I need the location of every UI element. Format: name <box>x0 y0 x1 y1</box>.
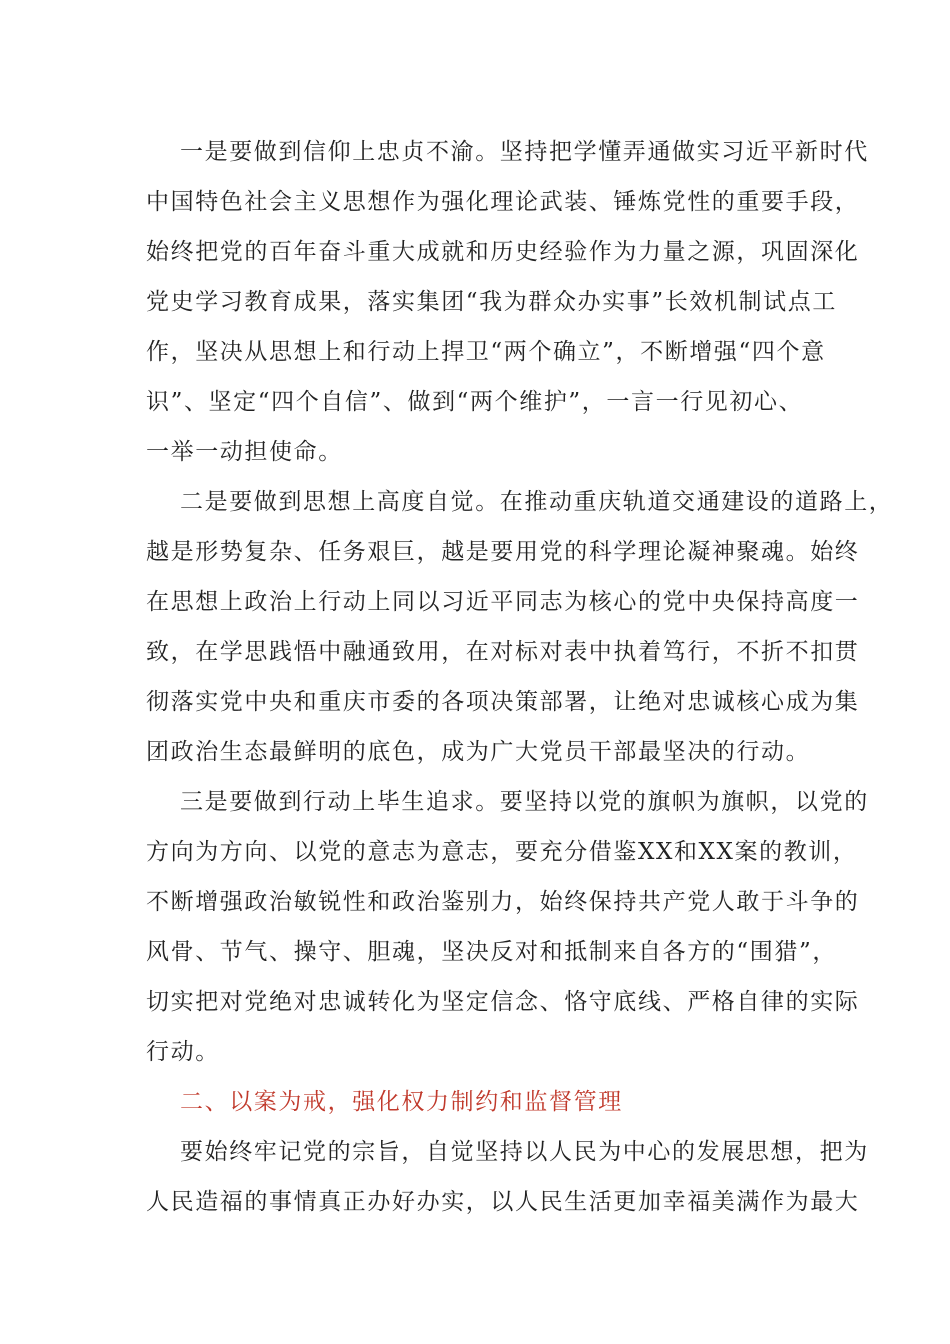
paragraph-line: 人民造福的事情真正办好办实，以人民生活更加幸福美满作为最大 <box>146 1189 860 1215</box>
paragraph-line: 方向为方向、以党的意志为意志，要充分借鉴XX和XX案的教训， <box>146 839 858 865</box>
paragraph-line: 作，坚决从思想上和行动上捍卫“两个确立”，不断增强“四个意 <box>146 339 826 365</box>
paragraph-line: 致，在学思践悟中融通致用，在对标对表中执着笃行，不折不扣贯 <box>146 639 860 665</box>
section-heading: 二、以案为戒，强化权力制约和监督管理 <box>180 1089 623 1115</box>
paragraph-line: 二是要做到思想上高度自觉。在推动重庆轨道交通建设的道路上， <box>180 489 894 515</box>
paragraph-line: 党史学习教育成果，落实集团“我为群众办实事”长效机制试点工 <box>146 289 837 315</box>
paragraph-line: 三是要做到行动上毕生追求。要坚持以党的旗帜为旗帜，以党的 <box>180 789 869 815</box>
paragraph-line: 一举一动担使命。 <box>146 439 343 465</box>
paragraph-line: 风骨、节气、操守、胆魂，坚决反对和抵制来自各方的“围猎”， <box>146 939 837 965</box>
paragraph-line: 始终把党的百年奋斗重大成就和历史经验作为力量之源，巩固深化 <box>146 239 860 265</box>
paragraph-line: 越是形势复杂、任务艰巨，越是要用党的科学理论凝神聚魂。始终 <box>146 539 860 565</box>
paragraph-line: 一是要做到信仰上忠贞不渝。坚持把学懂弄通做实习近平新时代 <box>180 139 869 165</box>
paragraph-line: 不断增强政治敏锐性和政治鉴别力，始终保持共产党人敢于斗争的 <box>146 889 860 915</box>
paragraph-line: 识”、坚定“四个自信”、做到“两个维护”，一言一行见初心、 <box>146 389 804 415</box>
paragraph-line: 要始终牢记党的宗旨，自觉坚持以人民为中心的发展思想，把为 <box>180 1139 869 1165</box>
paragraph-line: 团政治生态最鲜明的底色，成为广大党员干部最坚决的行动。 <box>146 739 811 765</box>
paragraph-line: 彻落实党中央和重庆市委的各项决策部署，让绝对忠诚核心成为集 <box>146 689 860 715</box>
paragraph-line: 在思想上政治上行动上同以习近平同志为核心的党中央保持高度一 <box>146 589 860 615</box>
paragraph-line: 切实把对党绝对忠诚转化为坚定信念、恪守底线、严格自律的实际 <box>146 989 860 1015</box>
paragraph-line: 行动。 <box>146 1039 220 1065</box>
paragraph-line: 中国特色社会主义思想作为强化理论武装、锤炼党性的重要手段， <box>146 189 860 215</box>
